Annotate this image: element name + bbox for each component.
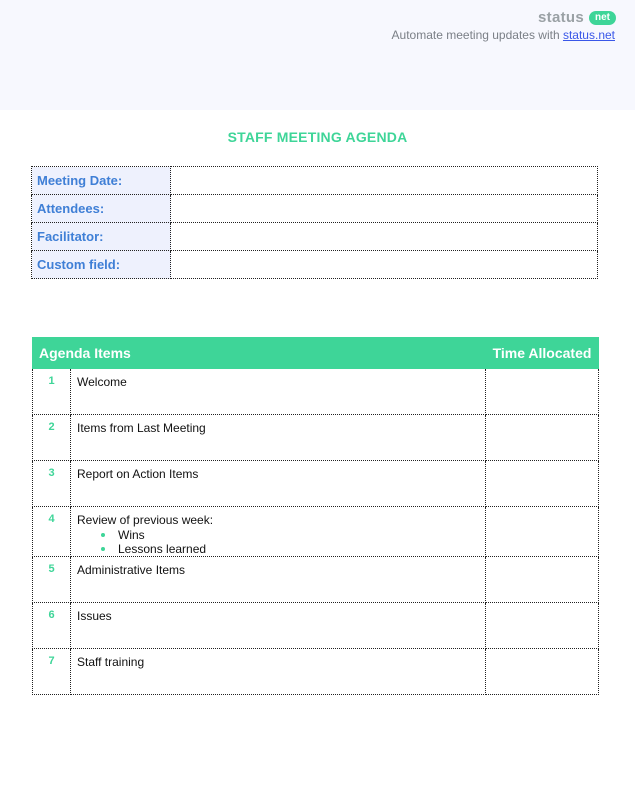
time-allocated-cell[interactable] — [486, 649, 599, 695]
time-allocated-cell[interactable] — [486, 507, 599, 557]
agenda-row — [33, 557, 599, 603]
agenda-item-text: Review of previous week: — [77, 513, 214, 527]
info-row — [32, 195, 598, 223]
time-allocated-cell[interactable] — [486, 461, 599, 507]
agenda-row — [33, 649, 599, 695]
info-row — [32, 167, 598, 195]
agenda-number: 7 — [33, 649, 71, 695]
agenda-row — [33, 507, 599, 557]
agenda-row — [33, 369, 599, 415]
tagline-link[interactable]: status.net — [562, 28, 615, 42]
logo-word: status — [538, 9, 584, 26]
agenda-bullet: Wins — [118, 528, 485, 542]
status-net-logo[interactable] — [538, 9, 616, 26]
time-allocated-cell[interactable] — [486, 415, 599, 461]
agenda-item[interactable] — [71, 507, 486, 557]
agenda-row — [33, 603, 599, 649]
agenda-number: 1 — [33, 369, 71, 415]
time-allocated-cell[interactable] — [486, 603, 599, 649]
agenda-item-text[interactable]: Items from Last Meeting — [71, 415, 486, 461]
agenda-number: 2 — [33, 415, 71, 461]
agenda-row — [33, 461, 599, 507]
agenda-header-row — [33, 338, 599, 369]
tagline — [392, 28, 615, 42]
agenda-item-text[interactable]: Administrative Items — [71, 557, 486, 603]
info-value-field[interactable] — [171, 251, 598, 279]
agenda-row — [33, 415, 599, 461]
agenda-item-text[interactable]: Issues — [71, 603, 486, 649]
info-value-field[interactable] — [171, 195, 598, 223]
time-allocated-header: Time Allocated — [486, 338, 599, 369]
agenda-number: 6 — [33, 603, 71, 649]
agenda-number: 3 — [33, 461, 71, 507]
info-label: Custom field: — [32, 251, 171, 279]
info-label: Attendees: — [32, 195, 171, 223]
info-value-field[interactable] — [171, 167, 598, 195]
agenda-item-text[interactable]: Report on Action Items — [71, 461, 486, 507]
time-allocated-cell[interactable] — [486, 557, 599, 603]
tagline-text: Automate meeting updates with — [391, 28, 563, 42]
agenda-number: 4 — [33, 507, 71, 557]
agenda-sub-list — [77, 528, 485, 556]
info-row — [32, 251, 598, 279]
agenda-table — [32, 337, 599, 695]
info-label: Facilitator: — [32, 223, 171, 251]
agenda-items-header: Agenda Items — [33, 338, 486, 369]
agenda-item-text[interactable]: Staff training — [71, 649, 486, 695]
info-row — [32, 223, 598, 251]
logo-pill: net — [589, 11, 616, 25]
info-value-field[interactable] — [171, 223, 598, 251]
info-label: Meeting Date: — [32, 167, 171, 195]
time-allocated-cell[interactable] — [486, 369, 599, 415]
agenda-bullet: Lessons learned — [118, 542, 485, 556]
meeting-info-table — [31, 166, 598, 279]
page-title: STAFF MEETING AGENDA — [227, 129, 408, 145]
agenda-item-text[interactable]: Welcome — [71, 369, 486, 415]
agenda-number: 5 — [33, 557, 71, 603]
page-header — [0, 0, 635, 110]
